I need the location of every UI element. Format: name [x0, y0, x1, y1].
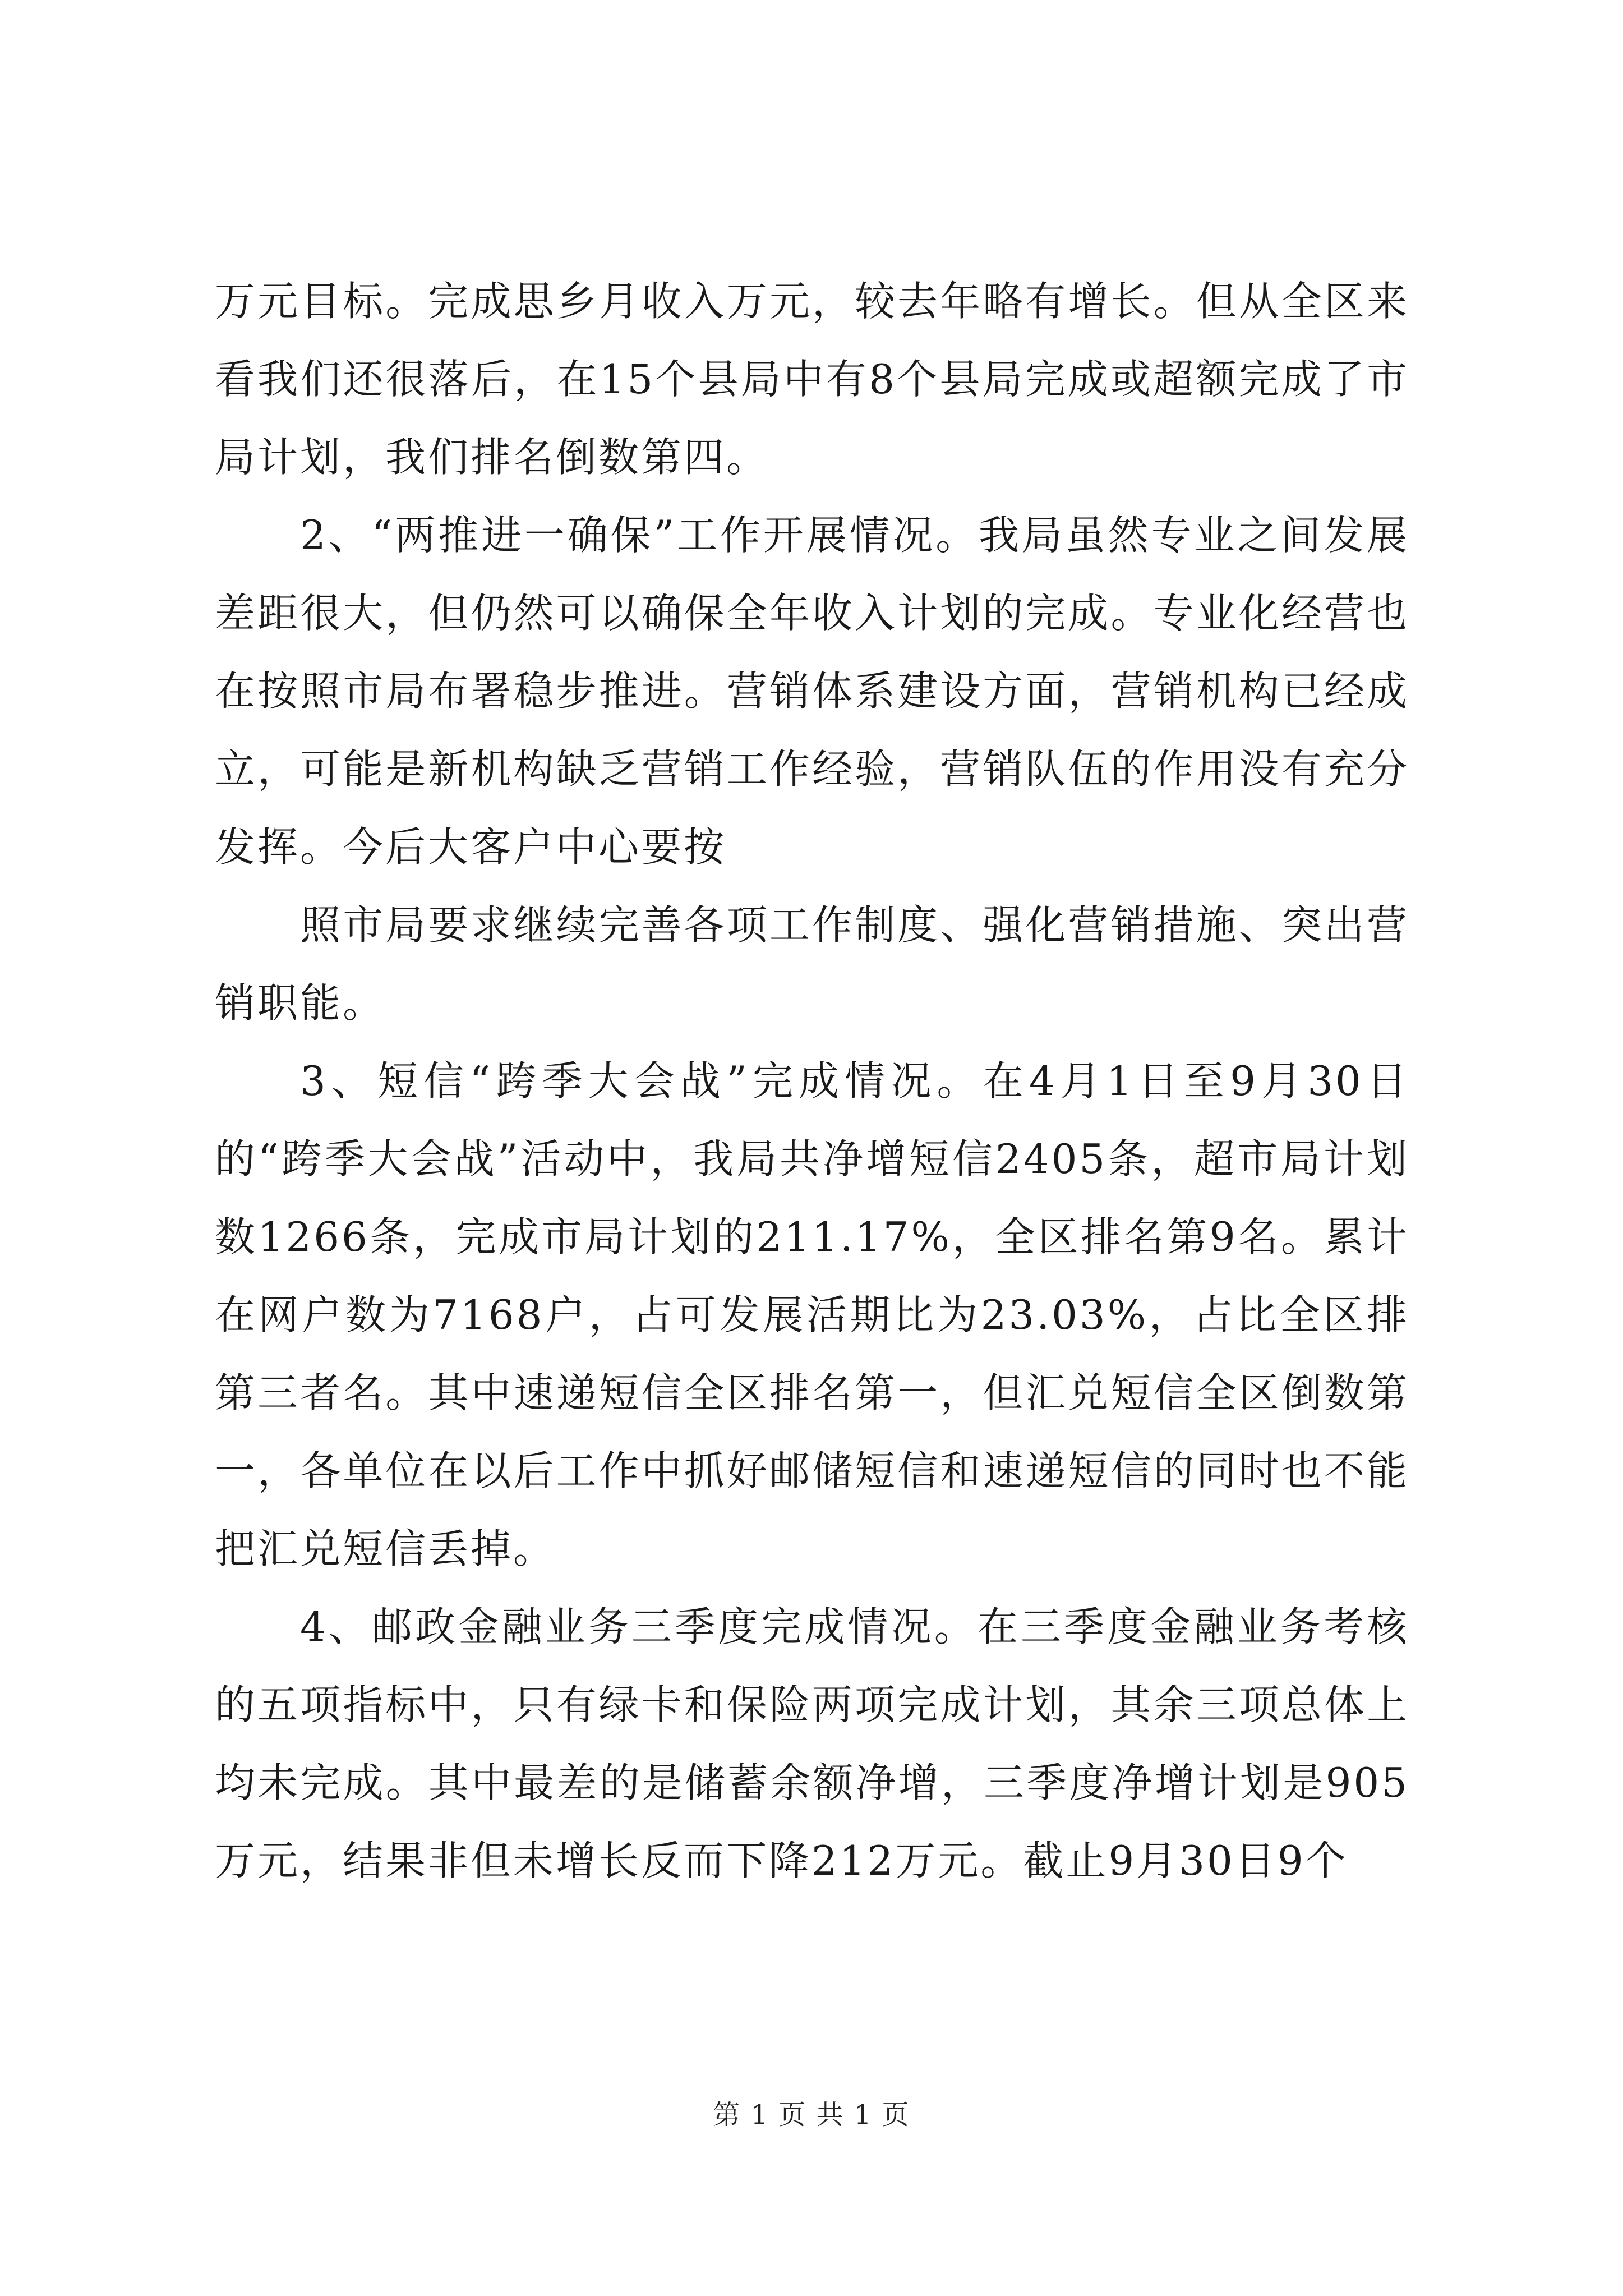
paragraph-finance-q3: 4、邮政金融业务三季度完成情况。在三季度金融业务考核的五项指标中，只有绿卡和保险两项完成计划，其余三项总体上均未完成。其中最差的是储蓄余额净增，三季度净增计划是905万元，结果非但未增长反而下降212万元。截止9月30日9个: [215, 1603, 1409, 1884]
paragraph-sms-campaign: 3、短信“跨季大会战”完成情况。在4月1日至9月30日的“跨季大会战”活动中，我局共净增短信2405条，超市局计划数1266条，完成市局计划的211.17%，全区排名第9名。累计在网户数为7168户，占可发展活期比为23.03%，占比全区排第三者名。其中速递短信全区排名第一，但汇兑短信全区倒数第一，各单位在以后工作中抓好邮储短信和速递短信的同时也不能把汇兑短信丢掉。: [215, 1057, 1409, 1572]
paragraph-marketing-requirements: 照市局要求继续完善各项工作制度、强化营销措施、突出营销职能。: [215, 901, 1409, 1027]
document-body: [215, 263, 1409, 1900]
page-footer: 第 1 页 共 1 页: [713, 2099, 910, 2131]
paragraph-revenue-summary: 万元目标。完成思乡月收入万元，较去年略有增长。但从全区来看我们还很落后，在15个县局中有8个县局完成或超额完成了市局计划，我们排名倒数第四。: [215, 278, 1409, 481]
paragraph-two-advances: 2、“两推进一确保”工作开展情况。我局虽然专业之间发展差距很大，但仍然可以确保全年收入计划的完成。专业化经营也在按照市局布署稳步推进。营销体系建设方面，营销机构已经成立，可能是新机构缺乏营销工作经验，营销队伍的作用没有充分发挥。今后大客户中心要按: [215, 512, 1409, 871]
